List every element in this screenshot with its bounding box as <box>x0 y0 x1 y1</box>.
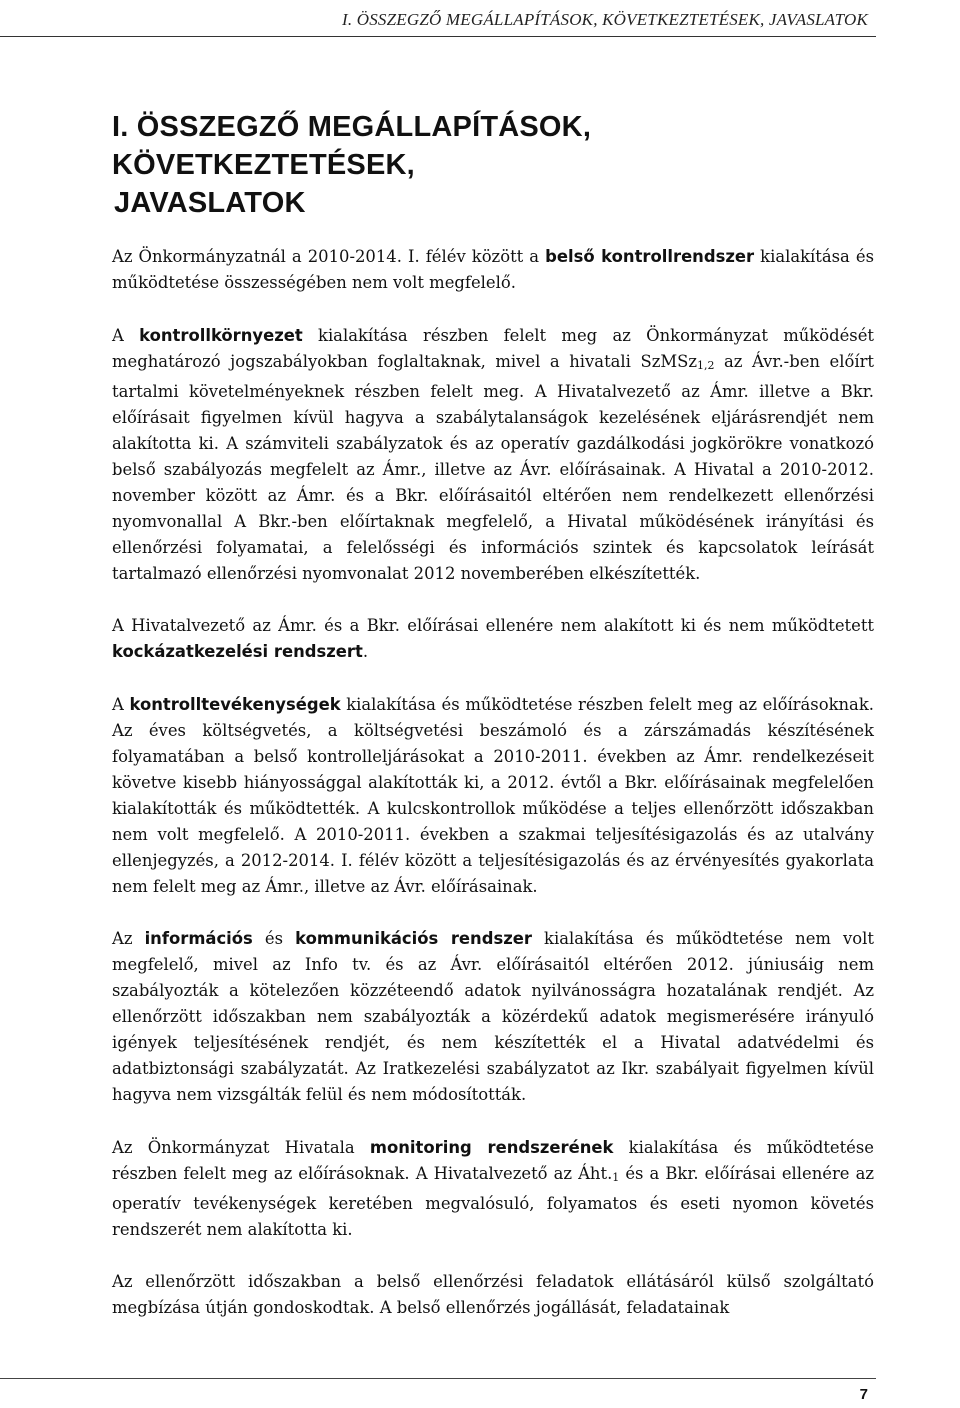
paragraph-information-communication <box>112 926 874 1108</box>
bold-term: információs <box>144 929 253 948</box>
subscript: 1,2 <box>696 358 715 372</box>
paragraph-text: Az ellenőrzött időszakban a belső ellenőrzési feladatok ellátásáról külső szolgáltató megbízása útján gondoskodtak. A belső ellenőrzés jogállását, feladatainak <box>112 1272 874 1317</box>
paragraph-text: kialakítása és működtetése részben felelt meg az előírásoknak. Az éves költségvetés, a költségvetési beszámoló és a zárszámadás készítésének folyamatában a belső kontrolleljárásokat a 2010-2011. években az Ámr. rendelkezéseit követve kisebb hiányossággal alakították ki, a 2012. évtől a Bkr. előírásainak megfelelően kialakították és működtették. A kulcskontrollok működése a teljes ellenőrzött időszakban nem volt megfelelő. A 2010-2011. években a szakmai teljesítésigazolás és az utalvány ellenjegyzés, a 2012-2014. I. félév között a teljesítésigazolás és az érvényesítés gyakorlata nem felelt meg az Ámr., illetve az Ávr. előírásainak. <box>112 694 874 896</box>
bold-term: kontrollkörnyezet <box>139 325 303 345</box>
footer-rule <box>0 1378 876 1379</box>
paragraph-text: Az Önkormányzatnál a 2010-2014. I. félév között a <box>112 247 546 266</box>
paragraph-text: és a Bkr. előírásai ellenére az operatív tevékenységek keretében megvalósuló, folyamatos és eseti nyomon követés rendszerét nem alakította ki. <box>112 1163 874 1239</box>
paragraph-text: A <box>112 694 130 714</box>
paragraph-text: kialakítása részben felelt meg az Önkormányzat működését meghatározó jogszabályokban foglaltaknak, mivel a hivatali SzMSz <box>112 325 874 371</box>
paragraph-text: kialakítása és működtetése részben felelt meg az előírásoknak. A Hivatalvezető az Áht. <box>112 1137 874 1183</box>
chapter-title <box>112 108 882 222</box>
paragraph-internal-audit <box>112 1269 874 1321</box>
paragraph-text: kialakítása és működtetése nem volt megfelelő, mivel az Info tv. és az Ávr. előírásaitól eltérően 2012. júniusáig nem szabályozták a kötelezően közzéteendő adatok nyilvánosságra hozatalának rendjét. Az ellenőrzött időszakban nem szabályozták a közérdekű adatok megismerésére irányuló igények teljesítésének rendjét, és nem készítették el a Hivatal adatvédelmi és adatbiztonsági szabályzatát. Az Iratkezelési szabályzatot az Ikr. szabályait figyelmen kívül hagyva nem vizsgálták felül és nem módosították. <box>112 929 874 1104</box>
paragraph-text: Az <box>112 929 145 948</box>
paragraph-text: A Hivatalvezető az Ámr. és a Bkr. előírásai ellenére nem alakított ki és nem működtetett <box>112 616 874 635</box>
chapter-title-line2: JAVASLATOK <box>114 187 306 219</box>
bold-term: kockázatkezelési rendszert <box>112 642 363 661</box>
bold-term: monitoring rendszerének <box>369 1137 614 1157</box>
page-number: 7 <box>859 1386 868 1403</box>
paragraph-text: A <box>112 325 140 345</box>
paragraph-text: az Ávr.-ben előírt tartalmi követelményeknek részben felelt meg. A Hivatalvezető az Ámr. illetve a Bkr. előírásait figyelmen kívül hagyva a szabálytalanságok kezelésének eljárásrendjét nem alakította ki. A számviteli szabályzatok és az operatív gazdálkodási jogkörökre vonatkozó belső szabályozás megfelelt az Ámr., illetve az Ávr. előírásainak. A Hivatal a 2010-2012. november között az Ámr. és a Bkr. előírásaitól eltérően nem rendelkezett ellenőrzési nyomvonallal A Bkr.-ben előírtaknak megfelelő, a Hivatal működésének irányítási és ellenőrzési folyamatai, a felelősségi és információs szintek és kapcsolatok leírását tartalmazó ellenőrzési nyomvonalat 2012 novemberében elkészítették. <box>112 351 874 583</box>
paragraph-text: . <box>362 642 369 661</box>
running-header: I. ÖSSZEGZŐ MEGÁLLAPÍTÁSOK, KÖVETKEZTETÉSEK, JAVASLATOK <box>341 10 868 29</box>
chapter-title-line1: I. ÖSSZEGZŐ MEGÁLLAPÍTÁSOK, KÖVETKEZTETÉSEK, <box>112 111 592 181</box>
bold-term: kontrolltevékenységek <box>129 694 341 714</box>
paragraph-text: és <box>252 929 296 948</box>
paragraph-monitoring <box>112 1135 874 1243</box>
bold-term: belső kontrollrendszer <box>545 247 755 266</box>
paragraph-text: kialakítása és működtetése összességében nem volt megfelelő. <box>112 247 875 292</box>
paragraph-internal-control-summary <box>112 244 874 296</box>
paragraph-control-environment <box>112 323 874 587</box>
header-rule <box>0 36 876 37</box>
paragraph-text: Az Önkormányzat Hivatala <box>112 1137 370 1157</box>
subscript: 1 <box>612 1170 620 1184</box>
paragraph-risk-management <box>112 613 874 665</box>
paragraph-control-activities <box>112 692 874 900</box>
bold-term: kommunikációs rendszer <box>295 929 532 948</box>
body-text <box>112 244 874 1321</box>
